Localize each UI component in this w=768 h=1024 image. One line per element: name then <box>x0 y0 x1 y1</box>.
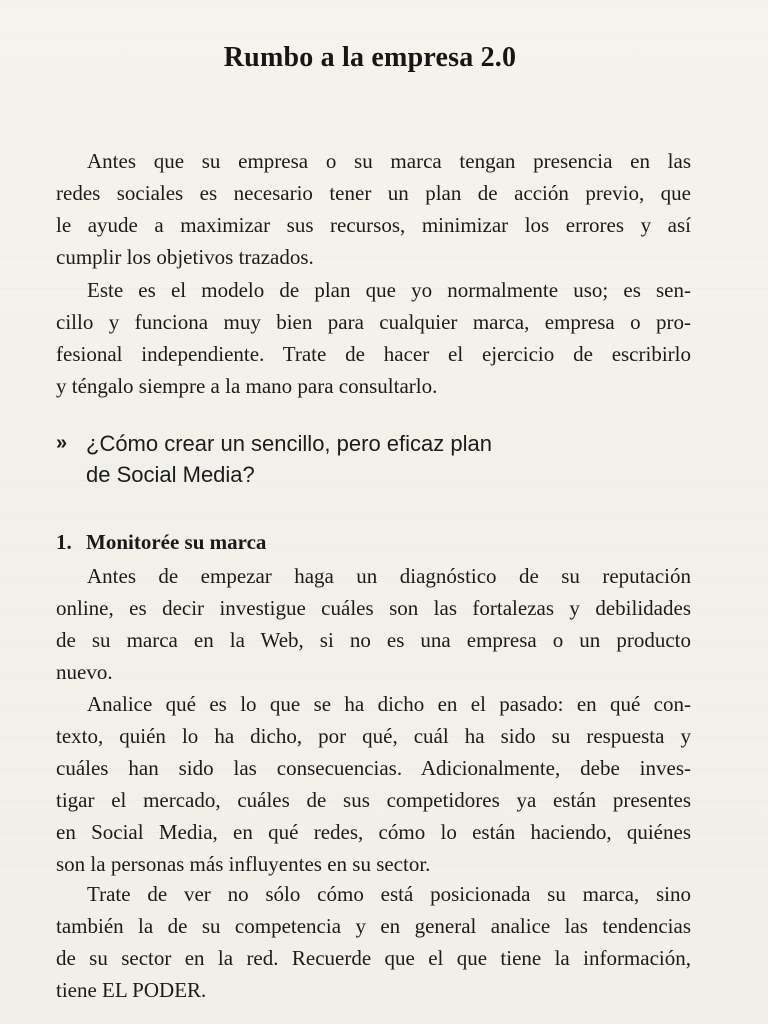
text-line: texto, quién lo ha dicho, por qué, cuál ha sido su respuesta y <box>56 724 691 748</box>
intro-paragraph-1 <box>56 145 691 273</box>
step-number: 1. <box>56 530 72 554</box>
text-line: redes sociales es necesario tener un plan de acción previo, que <box>56 181 691 205</box>
text-line: en Social Media, en qué redes, cómo lo están haciendo, quiénes <box>56 820 691 844</box>
step-1-paragraph-2 <box>56 688 691 880</box>
text-line: cuáles han sido las consecuencias. Adicionalmente, debe inves- <box>56 756 691 780</box>
text-line: también la de su competencia y en general analice las tendencias <box>56 914 691 938</box>
text-line: fesional independiente. Trate de hacer el ejercicio de escribirlo <box>56 342 691 366</box>
step-1-heading <box>56 530 266 555</box>
text-line: Antes de empezar haga un diagnóstico de su reputación <box>87 564 691 588</box>
step-title: Monitorée su marca <box>86 530 267 554</box>
section-marker: » <box>56 432 68 454</box>
text-line: tiene EL PODER. <box>56 978 207 1002</box>
text-line: y téngalo siempre a la mano para consultarlo. <box>56 374 438 398</box>
step-1-paragraph-3 <box>56 878 691 1006</box>
text-line: cillo y funciona muy bien para cualquier marca, empresa o pro- <box>56 310 691 334</box>
text-line: son la personas más influyentes en su sector. <box>56 852 431 876</box>
text-line: online, es decir investigue cuáles son las fortalezas y debilidades <box>56 596 691 620</box>
text-line: Antes que su empresa o su marca tengan presencia en las <box>87 149 691 173</box>
section-heading-line: ¿Cómo crear un sencillo, pero eficaz plan <box>86 431 492 456</box>
step-1-paragraph-1 <box>56 560 691 688</box>
text-line: nuevo. <box>56 660 113 684</box>
text-line: tigar el mercado, cuáles de sus competidores ya están presentes <box>56 788 691 812</box>
text-line: Trate de ver no sólo cómo está posicionada su marca, sino <box>87 882 691 906</box>
intro-paragraph-2 <box>56 274 691 402</box>
section-heading-line: de Social Media? <box>86 462 255 487</box>
text-line: de su sector en la red. Recuerde que el que tiene la información, <box>56 946 691 970</box>
text-line: cumplir los objetivos trazados. <box>56 245 314 269</box>
text-line: de su marca en la Web, si no es una empresa o un producto <box>56 628 691 652</box>
text-line: Este es el modelo de plan que yo normalmente uso; es sen- <box>87 278 691 302</box>
page-title: Rumbo a la empresa 2.0 <box>223 42 517 73</box>
text-line: Analice qué es lo que se ha dicho en el pasado: en qué con- <box>87 692 691 716</box>
text-line: le ayude a maximizar sus recursos, minimizar los errores y así <box>56 213 691 237</box>
section-heading <box>56 428 691 490</box>
